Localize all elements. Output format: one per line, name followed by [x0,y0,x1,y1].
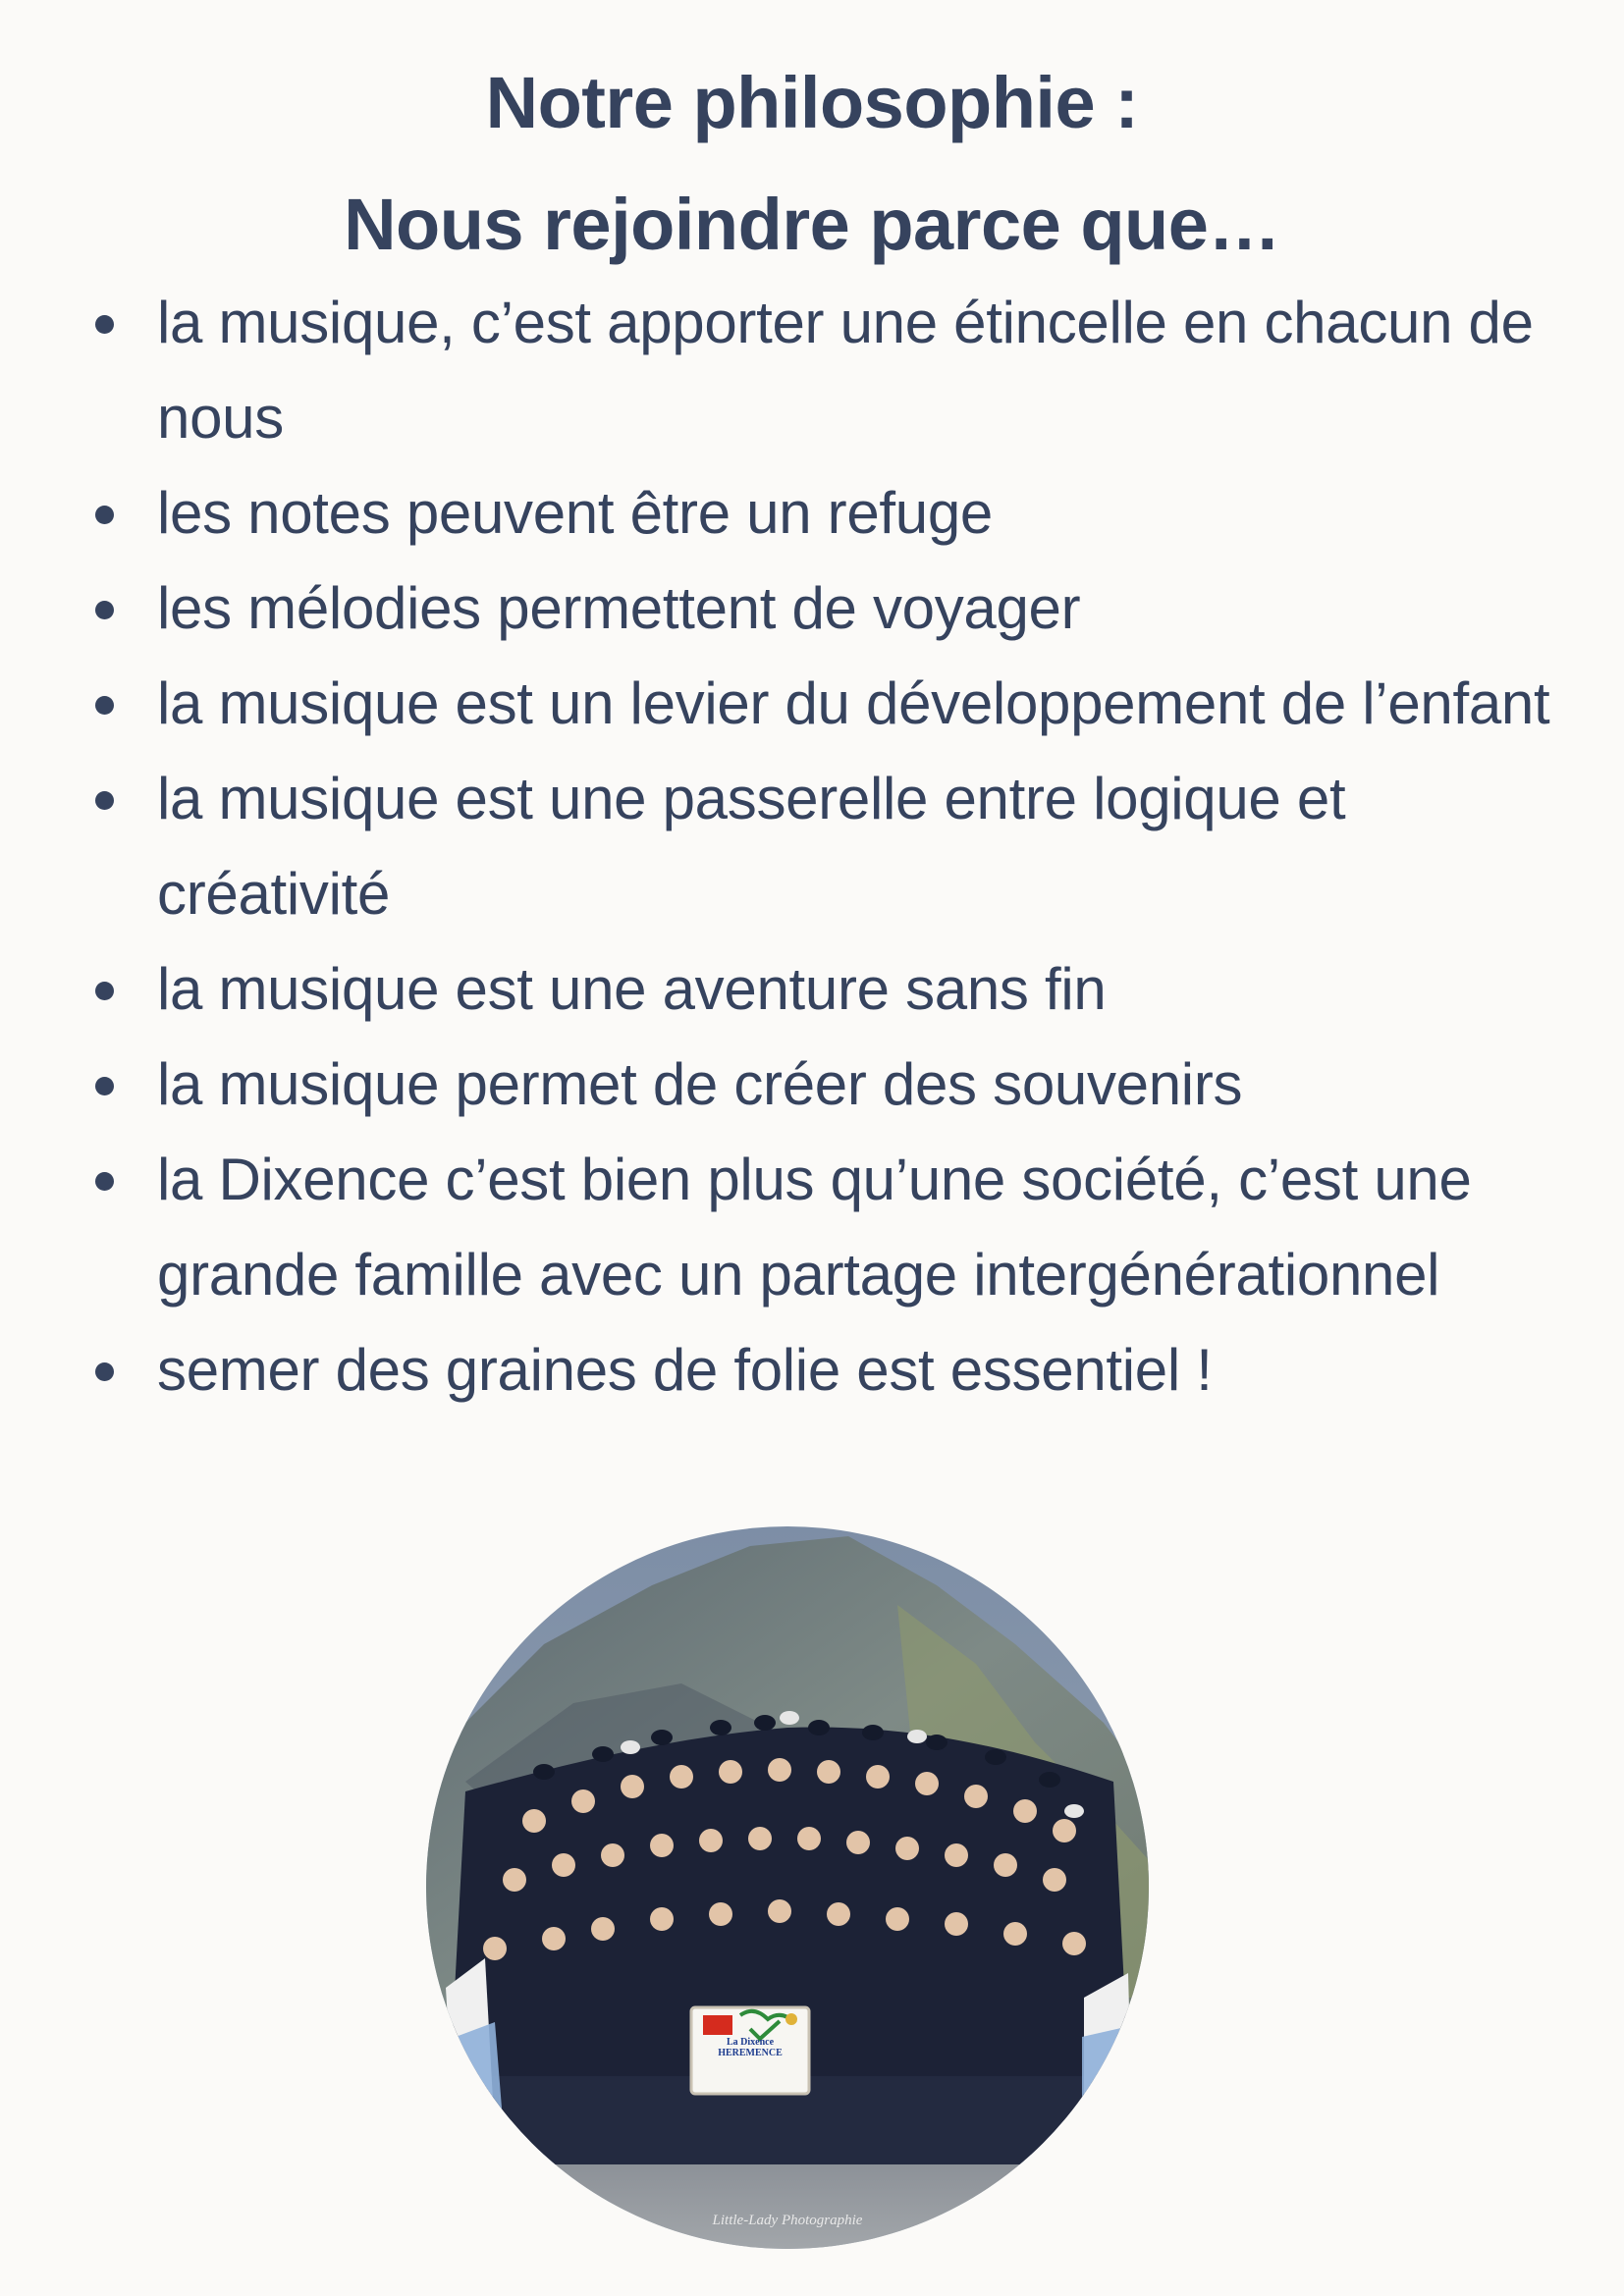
bullet-icon [95,982,114,1000]
group-photo [426,1526,1149,2249]
list-item-text: la musique est un levier du développement de l’enfant [157,670,1550,736]
page-title: Notre philosophie : [485,62,1139,143]
list-item-text: les mélodies permettent de voyager [157,575,1081,641]
list-item [0,1322,1624,1417]
group-photo-image [426,1526,1149,2249]
list-item [0,275,1624,465]
bullet-icon [95,791,114,810]
list-item [0,1132,1624,1322]
bullet-icon [95,1077,114,1095]
banner-label: La Dixence HEREMENCE [718,2037,783,2058]
list-item-text: la musique permet de créer des souvenirs [157,1051,1243,1117]
list-item [0,561,1624,656]
list-item [0,465,1624,561]
list-item [0,656,1624,751]
list-item-text: la Dixence c’est bien plus qu’une société, c’est une grande famille avec un partage intergénérationnel [157,1147,1472,1308]
bullet-icon [95,696,114,715]
list-item-text: semer des graines de folie est essentiel ! [157,1337,1213,1403]
bullet-icon [95,1362,114,1381]
bullet-icon [95,315,114,334]
list-item [0,751,1624,941]
list-item-text: la musique, c’est apporter une étincelle en chacun de nous [157,290,1534,451]
page-subtitle: Nous rejoindre parce que… [344,184,1280,265]
list-item-text: la musique est une aventure sans fin [157,956,1107,1022]
list-item [0,1037,1624,1132]
bullet-icon [95,506,114,524]
bullet-icon [95,1172,114,1191]
list-item [0,941,1624,1037]
list-item-text: la musique est une passerelle entre logique et créativité [157,766,1346,927]
reasons-list [0,275,1624,1417]
bullet-icon [95,601,114,619]
photo-credit: Little-Lady Photographie [712,2213,863,2228]
list-item-text: les notes peuvent être un refuge [157,480,993,546]
